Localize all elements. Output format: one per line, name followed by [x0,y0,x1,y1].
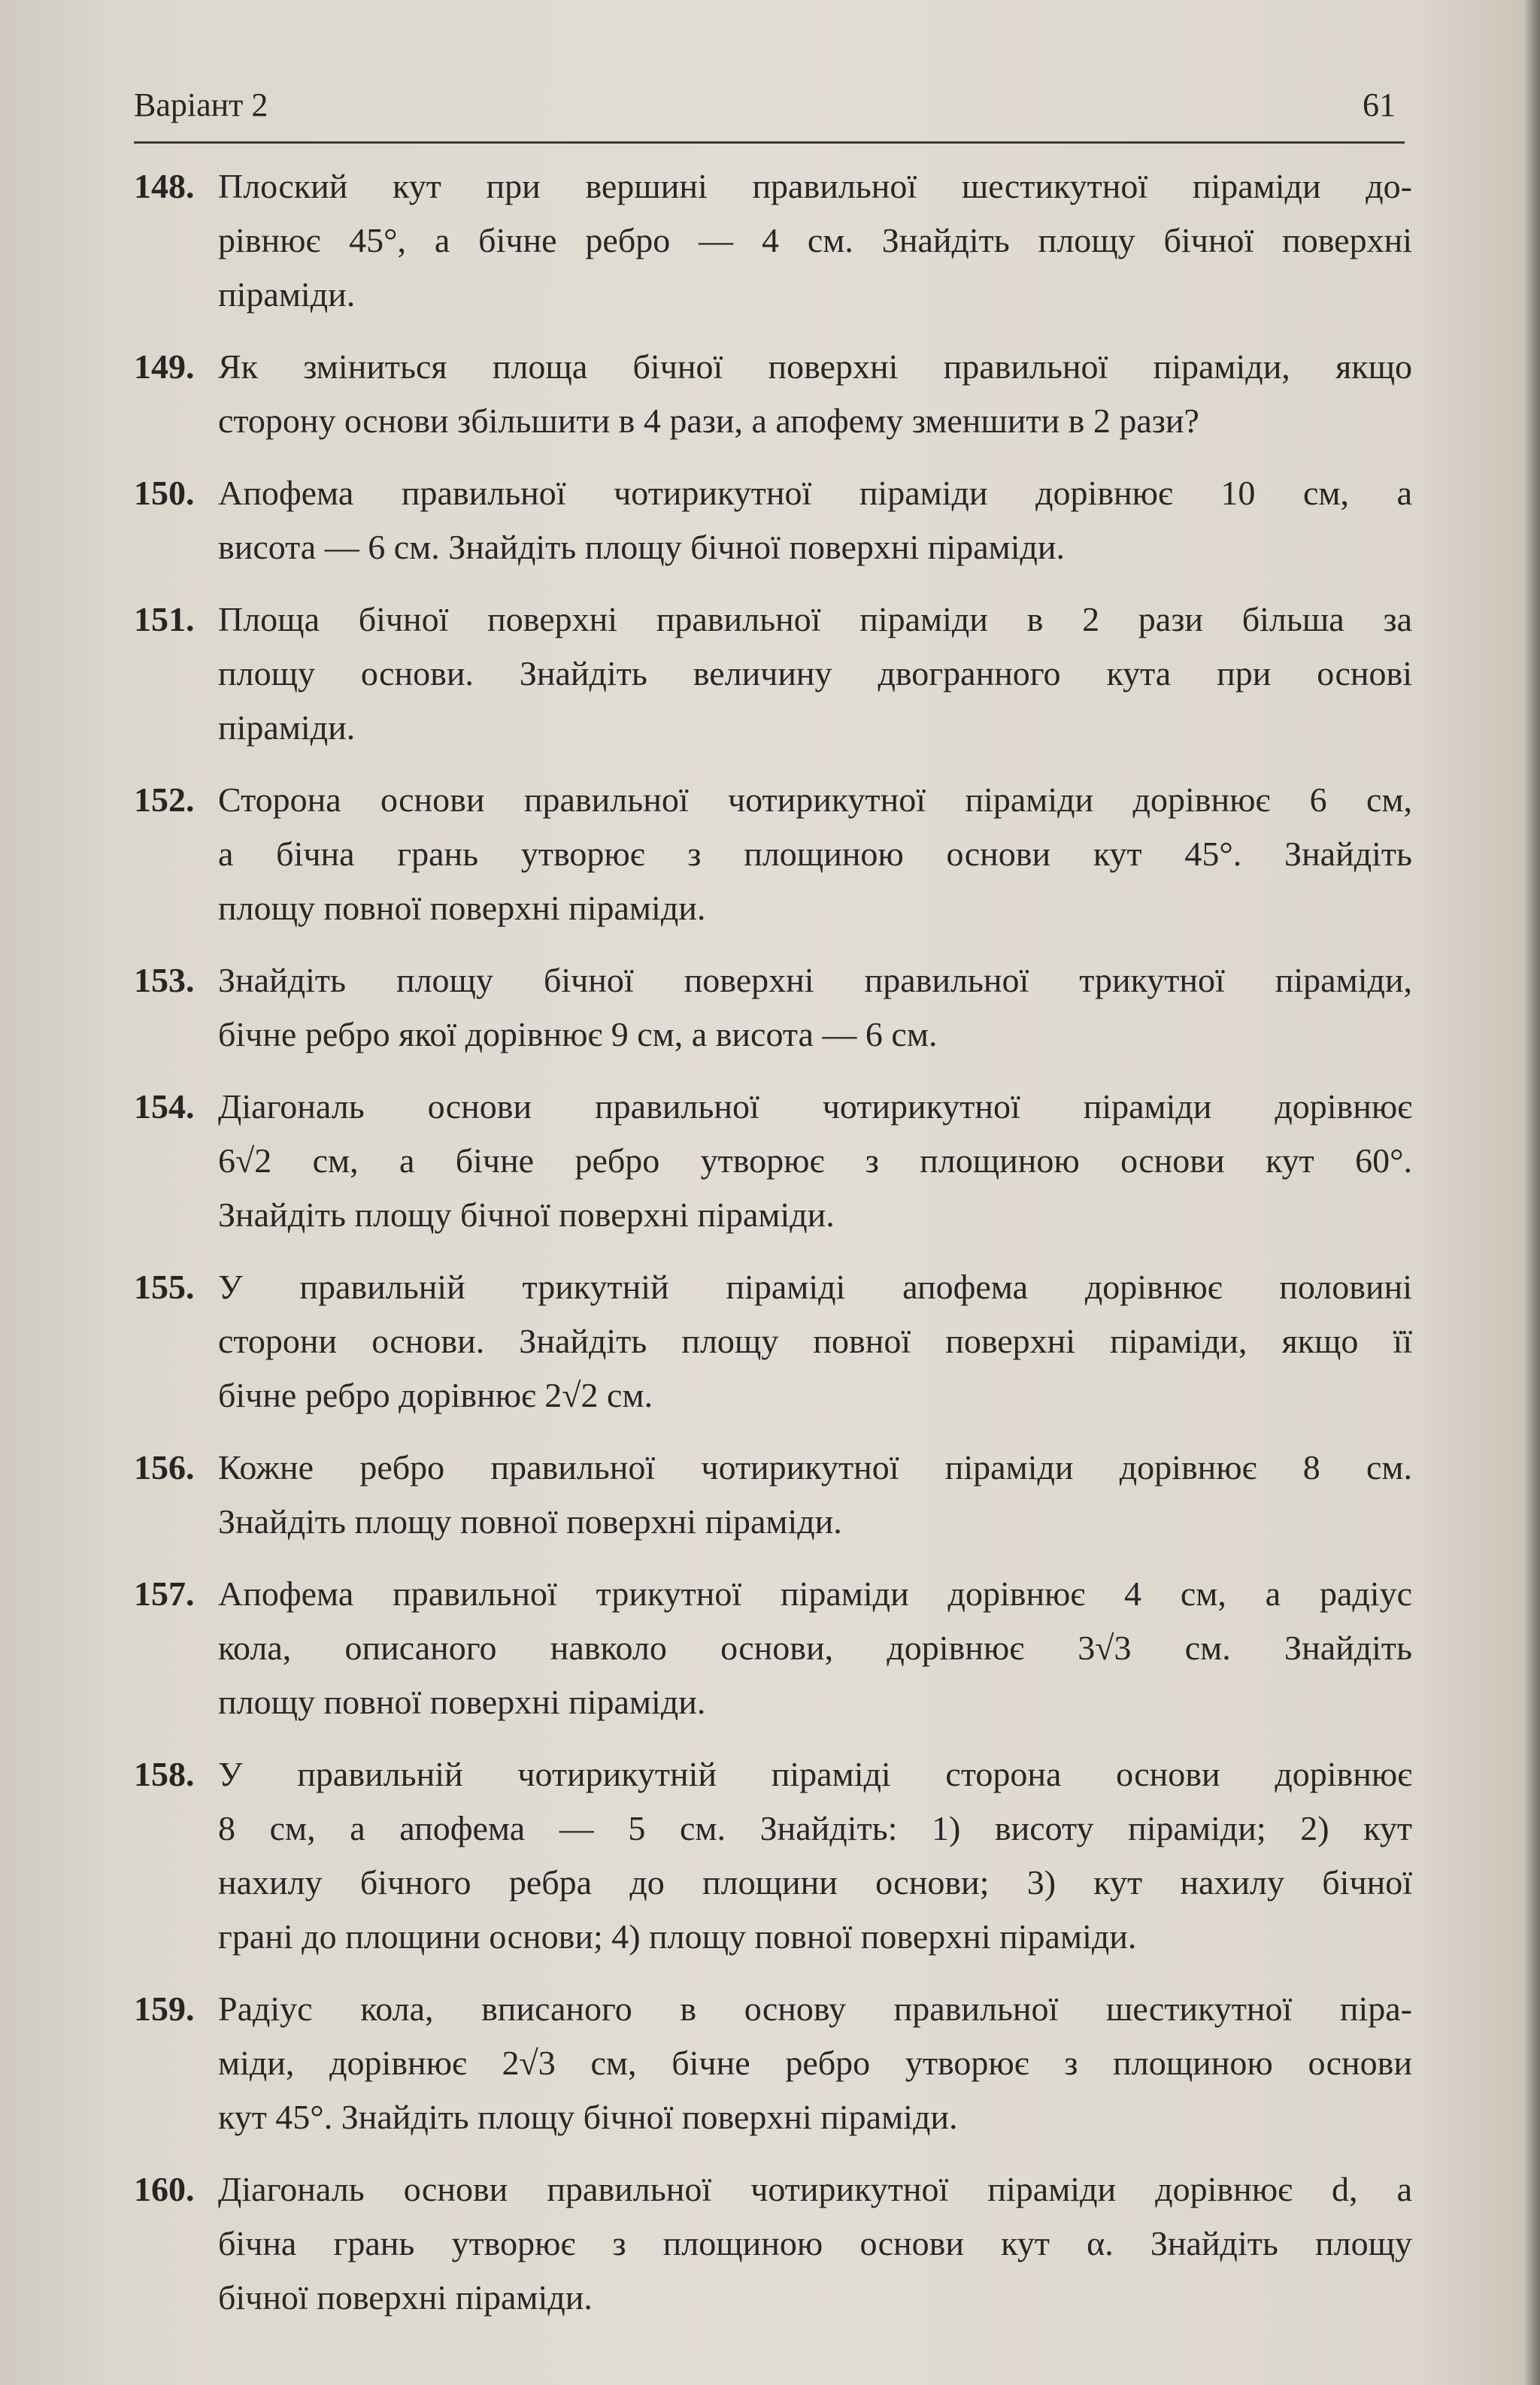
problem-text [218,1982,1412,2144]
problem-text-line: Радіус кола, вписаного в основу правильної шестикутної піра- [218,1990,1412,2028]
problem-text-line: Апофема правильної трикутної піраміди дорівнює 4 см, а радіус [218,1574,1412,1613]
problem-text-line: Знайдіть площу повної поверхні піраміди. [218,1502,842,1541]
problem-text-line: Діагональ основи правильної чотирикутної піраміди дорівнює [218,1087,1412,1126]
problem-text [218,1567,1412,1729]
problem-number: 160. [134,2170,195,2208]
problem-text-line: висота — 6 см. Знайдіть площу бічної поверхні піраміди. [218,528,1066,566]
problem-text-line: Знайдіть площу бічної поверхні правильної трикутної піраміди, [218,961,1412,999]
problem-text-line: Кожне ребро правильної чотирикутної піраміди дорівнює 8 см. [218,1448,1412,1486]
problem-text-line: бічної поверхні піраміди. [218,2278,593,2317]
page-header [134,81,1405,144]
problem-item [134,2162,1412,2325]
problem-text-line: 6√2 см, а бічне ребро утворює з площиною основи кут 60°. [218,1141,1412,1180]
problem-text-line: Плоский кут при вершині правильної шестикутної піраміди до- [218,167,1412,205]
problem-text-line: Діагональ основи правильної чотирикутної піраміди дорівнює d, а [218,2170,1412,2208]
problem-text-line: піраміди. [218,708,356,747]
problem-text-line: кола, описаного навколо основи, дорівнює 3√3 см. Знайдіть [218,1629,1412,1667]
problem-number: 153. [134,961,195,999]
problem-text-line: а бічна грань утворює з площиною основи кут 45°. Знайдіть [218,835,1412,873]
problem-item [134,953,1412,1062]
problem-item [134,1260,1412,1423]
problem-number: 158. [134,1755,195,1793]
problem-text-line: площу повної поверхні піраміди. [218,889,706,927]
problem-number: 159. [134,1990,195,2028]
problem-text-line: У правильній трикутній піраміді апофема дорівнює половині [218,1268,1412,1306]
problem-text-line: бічне ребро якої дорівнює 9 см, а висота — 6 см. [218,1015,938,1053]
problem-text [218,2162,1412,2325]
problem-text-line: бічне ребро дорівнює 2√2 см. [218,1376,653,1414]
problem-number: 148. [134,167,195,205]
problem-number: 156. [134,1448,195,1486]
variant-title: Варіант 2 [134,86,268,123]
problem-text-line: рівнює 45°, а бічне ребро — 4 см. Знайдіть площу бічної поверхні [218,221,1412,259]
problem-item [134,159,1412,322]
problem-item [134,1441,1412,1549]
problem-list [134,159,1412,2343]
problem-text [218,773,1412,935]
problem-number: 151. [134,600,195,638]
problem-item [134,340,1412,448]
problem-item [134,1747,1412,1964]
problem-number: 150. [134,474,195,512]
problem-item [134,1567,1412,1729]
problem-text-line: Як зміниться площа бічної поверхні правильної піраміди, якщо [218,347,1412,386]
problem-text [218,1441,1412,1549]
problem-text [218,340,1412,448]
problem-number: 155. [134,1268,195,1306]
problem-text [218,592,1412,755]
problem-number: 149. [134,347,195,386]
problem-number: 152. [134,780,195,819]
problem-text [218,1260,1412,1423]
problem-text-line: У правильній чотирикутній піраміді сторона основи дорівнює [218,1755,1412,1793]
problem-text-line: 8 см, а апофема — 5 см. Знайдіть: 1) висоту піраміди; 2) кут [218,1809,1412,1847]
page-number: 61 [1363,86,1396,123]
problem-text [218,1080,1412,1242]
problem-text-line: площу основи. Знайдіть величину двогранного кута при основі [218,654,1412,692]
problem-text [218,159,1412,322]
problem-text-line: сторони основи. Знайдіть площу повної поверхні піраміди, якщо її [218,1322,1412,1360]
problem-item [134,592,1412,755]
problem-text [218,466,1412,574]
problem-text [218,953,1412,1062]
problem-text-line: нахилу бічного ребра до площини основи; 3) кут нахилу бічної [218,1863,1412,1902]
problem-number: 154. [134,1087,195,1126]
problem-text-line: кут 45°. Знайдіть площу бічної поверхні піраміди. [218,2098,958,2136]
problem-text-line: міди, дорівнює 2√3 см, бічне ребро утворює з площиною основи [218,2044,1412,2082]
problem-text-line: бічна грань утворює з площиною основи кут α. Знайдіть площу [218,2224,1412,2262]
problem-item [134,773,1412,935]
problem-text-line: Апофема правильної чотирикутної піраміди дорівнює 10 см, а [218,474,1412,512]
problem-text-line: Сторона основи правильної чотирикутної піраміди дорівнює 6 см, [218,780,1412,819]
problem-item [134,1080,1412,1242]
problem-item [134,1982,1412,2144]
problem-text-line: сторону основи збільшити в 4 рази, а апофему зменшити в 2 рази? [218,402,1199,440]
problem-text-line: грані до площини основи; 4) площу повної поверхні піраміди. [218,1917,1137,1956]
problem-text-line: піраміди. [218,275,356,314]
page-edge-shadow [1523,0,1540,2385]
problem-text-line: Площа бічної поверхні правильної піраміди в 2 рази більша за [218,600,1412,638]
problem-item [134,466,1412,574]
problem-text-line: площу повної поверхні піраміди. [218,1683,706,1721]
problem-text [218,1747,1412,1964]
problem-number: 157. [134,1574,195,1613]
problem-text-line: Знайдіть площу бічної поверхні піраміди. [218,1196,835,1234]
